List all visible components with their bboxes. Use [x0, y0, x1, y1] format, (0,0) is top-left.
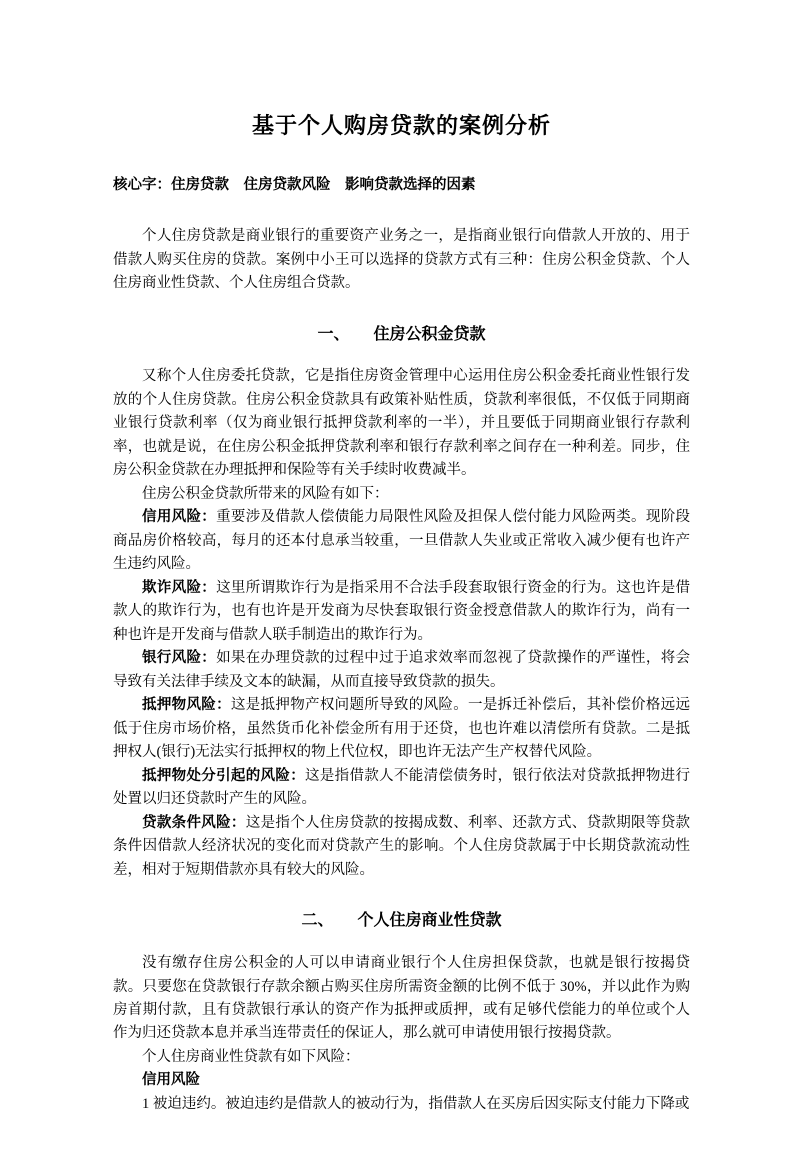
risk-text: 这是抵押物产权问题所导致的风险。一是拆迁补偿后，其补偿价格远远低于住房市场价格，虽然货币化补偿金所有用于还贷，也也许难以清偿所有贷款。二是抵押权人(银行)无法实行抵押权的物上代位权，即也许无法产生产权替代风险。	[113, 697, 691, 761]
risk-text: 如果在办理贷款的过程中过于追求效率而忽视了贷款操作的严谨性，将会导致有关法律手续及文本的缺漏，从而直接导致贷款的损失。	[113, 650, 691, 690]
risk-item-fraud	[113, 577, 690, 647]
risk-item-collateral	[113, 694, 690, 764]
section2-heading: 二、 个人住房商业性贷款	[301, 912, 502, 930]
risk-text: 这是指个人住房贷款的按揭成数、利率、还款方式、贷款期限等贷款条件因借款人经济状况的变化而对贷款产生的影响。个人住房贷款属于中长期贷款流动性差，相对于短期借款亦具有较大的风险。	[113, 814, 691, 878]
risk-label: 抵押物风险：	[142, 697, 231, 714]
risk-text: 这是指借款人不能清偿债务时，银行依法对贷款抵押物进行处置以归还贷款时产生的风险。	[113, 767, 690, 808]
risk-label: 欺诈风险：	[142, 579, 217, 596]
risk-item-credit	[113, 506, 690, 576]
section2-paragraph-1: 没有缴存住房公积金的人可以申请商业银行个人住房担保贷款，也就是银行按揭贷款。只要您在贷款银行存款余额占购买住房所需资金额的比例不低于 30%，并以此作为购房首期付款，且有贷款银行承认的资产作为抵押或质押，或有足够代偿能力的单位或个人作为归还贷款本息并承当连带责任的保证人，那么就可申请使用银行按揭贷款。	[113, 955, 690, 1042]
risk-item-bank	[113, 647, 690, 694]
risk-item-disposal	[113, 765, 690, 812]
keywords-line: 核心字：住房贷款 住房贷款风险 影响贷款选择的因素	[113, 176, 476, 193]
risk-label: 抵押物处分引起的风险：	[142, 767, 306, 784]
risk-text: 重要涉及借款人偿债能力局限性风险及担保人偿付能力风险两类。现阶段商品房价格较高，每月的还本付息承当较重，一旦借款人失业或正常收入减少便有也许产生违约风险。	[113, 509, 691, 573]
section1-paragraph-2: 住房公积金贷款所带来的风险有如下：	[142, 485, 389, 502]
section2-paragraph-2: 个人住房商业性贷款有如下风险：	[142, 1048, 360, 1065]
risk-text: 这里所谓欺诈行为是指采用不合法手段套取银行资金的行为。这也许是借款人的欺诈行为，也有也许是开发商为尽快套取银行资金授意借款人的欺诈行为，尚有一种也许是开发商与借款人联手制造出的欺诈行为。	[113, 579, 691, 643]
risk-item-loan-terms	[113, 812, 690, 882]
section2-item-1: 1 被迫违约。被迫违约是借款人的被动行为，指借款人在买房后因实际支付能力下降或	[142, 1095, 690, 1112]
section2-sub-heading: 信用风险	[142, 1072, 200, 1089]
risk-label: 贷款条件风险：	[142, 814, 246, 831]
intro-paragraph: 个人住房贷款是商业银行的重要资产业务之一，是指商业银行向借款人开放的、用于借款人购买住房的贷款。案例中小王可以选择的贷款方式有三种：住房公积金贷款、个人住房商业性贷款、个人住房组合贷款。	[113, 228, 690, 292]
risk-label: 信用风险：	[142, 509, 217, 526]
section1-paragraph-1: 又称个人住房委托贷款，它是指住房资金管理中心运用住房公积金委托商业性银行发放的个人住房贷款。住房公积金贷款具有政策补贴性质，贷款利率很低，不仅低于同期商业银行贷款利率（仅为商业银行抵押贷款利率的一半），并且要低于同期商业银行存款利率，也就是说，在住房公积金抵押贷款利率和银行存款利率之间存在一种利差。同步，住房公积金贷款在办理抵押和保险等有关手续时收费减半。	[113, 368, 690, 479]
document-title: 基于个人购房贷款的案例分析	[251, 113, 551, 138]
risk-label: 银行风险：	[142, 650, 217, 667]
section1-heading: 一、 住房公积金贷款	[317, 325, 486, 343]
